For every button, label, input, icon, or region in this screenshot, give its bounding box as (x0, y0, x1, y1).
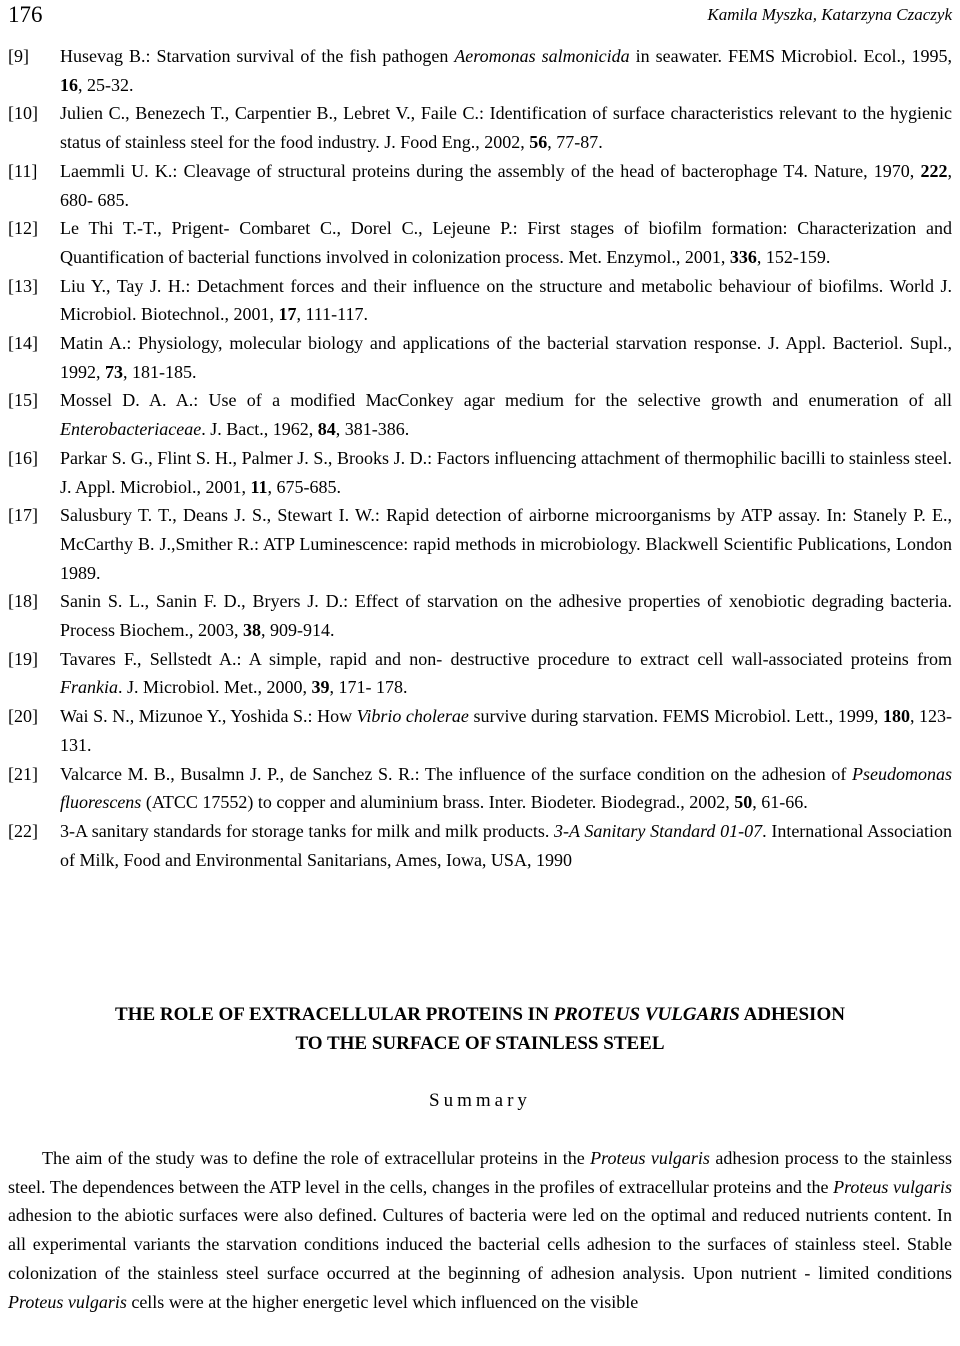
reference-entry (8, 214, 952, 271)
text-run: Wai S. N., Mizunoe Y., Yoshida S.: How (60, 706, 357, 727)
text-run: Husevag B.: Starvation survival of the fish pathogen (60, 46, 455, 66)
text-run: (ATCC 17552) to copper and aluminium brass. Inter. Biodeter. Biodegrad., 2002, (141, 792, 735, 813)
reference-list (8, 42, 952, 874)
reference-number: [18] (8, 591, 38, 612)
text-run: , 675-685. (267, 476, 342, 497)
summary-paragraph (8, 1144, 952, 1316)
text-run: Le Thi T.-T., Prigent- Combaret C., Dorel C., Lejeune P.: First stages of biofilm formation: Characterization and Quantification of bacterial functions involved in colonization process. Met. Enzymol., 2001, (60, 218, 952, 267)
reference-entry (8, 501, 952, 587)
italic-term: Pseudomonas fluorescens (60, 763, 952, 813)
article-title-line-1: THE ROLE OF EXTRACELLULAR PROTEINS IN PROTEUS VULGARIS ADHESION (115, 1004, 845, 1025)
reference-number: [10] (8, 103, 38, 124)
italic-term: Enterobacteriaceae (60, 419, 202, 440)
text-run: Mossel D. A. A.: Use of a modified MacConkey agar medium for the selective growth and enumeration of all (60, 390, 952, 411)
text-run: Laemmli U. K.: Cleavage of structural proteins during the assembly of the head of bacterophage T4. Nature, 1970, (60, 160, 921, 181)
title-species-name: PROTEUS VULGARIS (553, 1004, 740, 1025)
italic-term: Vibrio cholerae (356, 706, 469, 727)
reference-entry (8, 99, 952, 156)
text-run: Sanin S. L., Sanin F. D., Bryers J. D.: Effect of starvation on the adhesive properties of xenobiotic degrading bacteria. Process Biochem., 2003, (60, 591, 952, 641)
reference-entry (8, 645, 952, 702)
text-run: , 123-131. (60, 706, 953, 755)
reference-number: [14] (8, 333, 38, 354)
text-run: , 181-185. (123, 361, 197, 382)
text-run: Tavares F., Sellstedt A.: A simple, rapid and non- destructive procedure to extract cell wall-associated proteins from (60, 648, 952, 669)
volume-number: 16 (60, 74, 78, 95)
volume-number: 50 (734, 792, 753, 813)
reference-entry (8, 329, 952, 386)
volume-number: 11 (250, 476, 268, 497)
text-run: . International Association of Milk, Food and Environmental Sanitarians, Ames, Iowa, USA, 1990 (60, 820, 952, 870)
text-run: survive during starvation. FEMS Microbiol. Lett., 1999, (468, 706, 883, 727)
reference-number: [17] (8, 505, 38, 526)
text-run: cells were at the higher energetic level which influenced on the visible (126, 1291, 639, 1312)
text-run: , 111-117. (296, 304, 368, 325)
reference-number: [11] (8, 160, 38, 181)
text-run: , 171- 178. (329, 677, 408, 698)
text-run: . J. Microbiol. Met., 2000, (118, 677, 312, 698)
reference-entry (8, 587, 952, 644)
reference-entry (8, 42, 952, 99)
text-run: Parkar S. G., Flint S. H., Palmer J. S., Brooks J. D.: Factors influencing attachment of thermophilic bacilli to stainless steel. J. Appl. Microbiol., 2001, (60, 447, 952, 497)
reference-number: [19] (8, 648, 38, 669)
text-run: Salusbury T. T., Deans J. S., Stewart I. W.: Rapid detection of airborne microorganisms by ATP assay. In: Stanely P. E., McCarthy B. J.,Smither R.: ATP Luminescence: rapid methods in microbiology. Blackwell Scientific Publications, London 1989. (60, 505, 952, 583)
volume-number: 73 (105, 361, 123, 382)
text-run: , 152-159. (756, 246, 831, 267)
volume-number: 222 (920, 160, 948, 181)
italic-term: 3-A Sanitary Standard 01-07 (554, 820, 763, 841)
volume-number: 17 (278, 304, 297, 325)
text-run: , 680- 685. (60, 160, 952, 210)
reference-entry (8, 272, 952, 329)
reference-entry (8, 760, 952, 817)
page-header (0, 0, 960, 30)
text-run: in seawater. FEMS Microbiol. Ecol., 1995, (629, 46, 952, 66)
text-run: 3-A sanitary standards for storage tanks for milk and milk products. (60, 820, 555, 841)
volume-number: 180 (882, 706, 910, 727)
reference-entry (8, 386, 952, 443)
volume-number: 39 (311, 677, 330, 698)
article-title-line-2: TO THE SURFACE OF STAINLESS STEEL (295, 1033, 665, 1054)
text-run: . J. Bact., 1962, (201, 419, 318, 440)
text-run: , 61-66. (752, 792, 808, 813)
reference-entry (8, 157, 952, 214)
reference-number: [20] (8, 706, 38, 727)
italic-term: Frankia (60, 677, 118, 698)
reference-entry (8, 702, 952, 759)
text-run: , 381-386. (335, 419, 410, 440)
page-number: 176 (8, 2, 43, 27)
reference-number: [13] (8, 275, 38, 296)
text-run: , 77-87. (547, 132, 603, 153)
volume-number: 336 (729, 246, 757, 267)
reference-number: [21] (8, 763, 38, 784)
italic-term: Proteus vulgaris (8, 1291, 127, 1312)
volume-number: 56 (529, 132, 548, 153)
summary-heading: Summary (429, 1090, 531, 1111)
reference-entry (8, 817, 952, 874)
text-run: adhesion process to the stainless steel. The dependences between the ATP level in the cells, changes in the profiles of extracellular proteins and the (8, 1148, 953, 1197)
text-run: Liu Y., Tay J. H.: Detachment forces and their influence on the structure and metabolic behaviour of biofilms. World J. Microbiol. Biotechnol., 2001, (60, 275, 952, 325)
text-run: , 25-32. (78, 74, 134, 95)
reference-number: [9] (8, 46, 29, 66)
text-run: Valcarce M. B., Busalmn J. P., de Sanchez S. R.: The influence of the surface condition on the adhesion of (60, 763, 852, 784)
text-run: Julien C., Benezech T., Carpentier B., Lebret V., Faile C.: Identification of surface characteristics relevant to the hygienic status of stainless steel for the food industry. J. Food Eng., 2002, (60, 103, 952, 153)
text-run: adhesion to the abiotic surfaces were also defined. Cultures of bacteria were led on the optimal and reduced nutrients content. In all experimental variants the starvation conditions induced the bacterial cells adhesion to the surfaces of stainless steel. Stable colonization of the stainless steel surface occurred at the beginning of adhesion analysis. Upon nutrient - limited conditions (8, 1205, 952, 1283)
reference-number: [16] (8, 447, 38, 468)
text-run: The aim of the study was to define the role of extracellular proteins in the (42, 1148, 591, 1168)
italic-term: Proteus vulgaris (833, 1176, 953, 1197)
article-title (0, 1000, 960, 1058)
reference-number: [22] (8, 820, 38, 841)
reference-number: [12] (8, 218, 38, 239)
italic-term: Aeromonas salmonicida (454, 46, 630, 66)
italic-term: Proteus vulgaris (590, 1148, 710, 1168)
reference-number: [15] (8, 390, 38, 411)
running-head-authors: Kamila Myszka, Katarzyna Czaczyk (707, 5, 952, 24)
text-run: , 909-914. (260, 620, 335, 641)
reference-entry (8, 444, 952, 501)
volume-number: 84 (317, 419, 336, 440)
volume-number: 38 (242, 620, 261, 641)
text-run: Matin A.: Physiology, molecular biology and applications of the bacterial starvation response. J. Appl. Bacteriol. Supl., 1992, (60, 333, 952, 382)
